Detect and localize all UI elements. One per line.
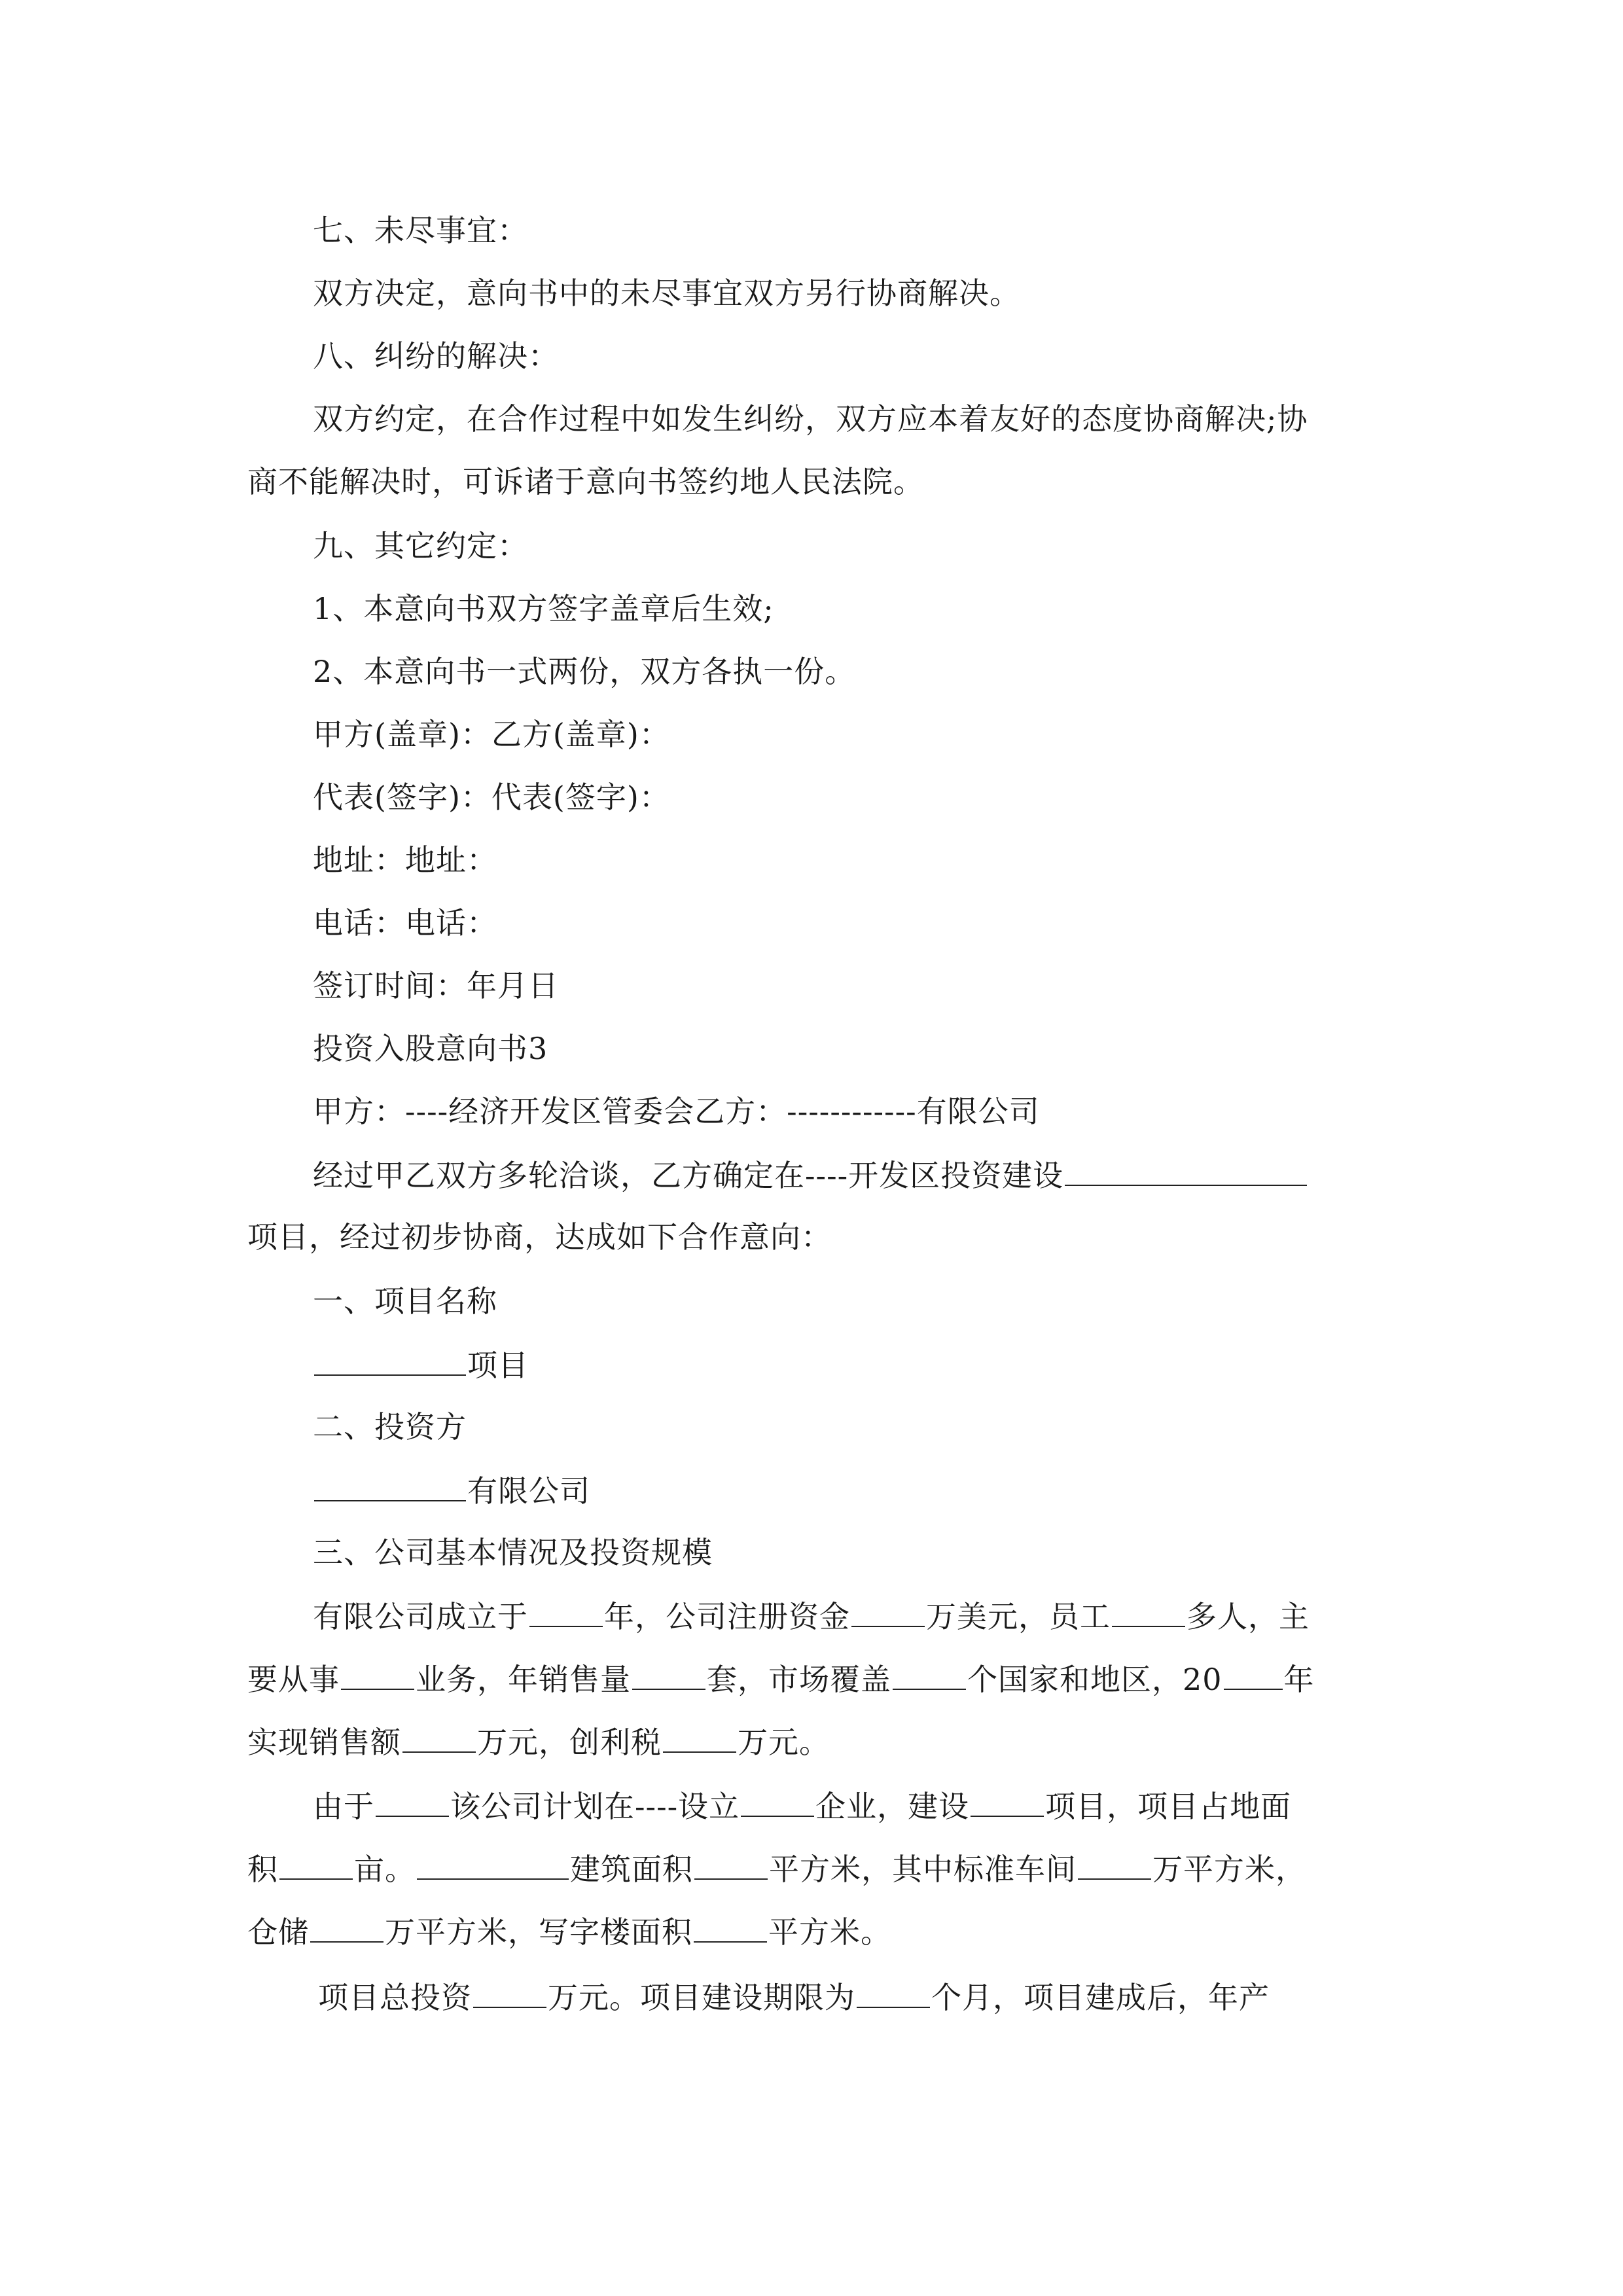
text: 平方米。 [768, 1914, 891, 1950]
paragraph: 双方决定，意向书中的未尽事宜双方另行协商解决。 [313, 276, 1020, 311]
fill-blank [1224, 1659, 1283, 1690]
text: 由于 [313, 1789, 374, 1824]
item-2-heading: 二、投资方 [313, 1409, 467, 1444]
list-item: 2、本意向书一式两份，双方各执一份。 [313, 654, 856, 689]
fill-blank [473, 1977, 546, 2008]
paragraph: 商不能解决时，可诉诸于意向书签约地人民法院。 [247, 464, 924, 499]
section-8-heading: 八、纠纷的解决： [313, 338, 559, 374]
text: 要从事 [247, 1662, 340, 1697]
fill-blank [857, 1977, 930, 2008]
fill-blank [341, 1659, 414, 1690]
text: 有限公司成立于 [313, 1599, 528, 1634]
section-9-heading: 九、其它约定： [313, 528, 528, 564]
paragraph [247, 1911, 1376, 1952]
fill-blank [310, 1911, 383, 1943]
text: 企业，建设 [815, 1789, 970, 1824]
fill-blank [417, 1848, 569, 1880]
paragraph [313, 1785, 1376, 1826]
fill-blank [694, 1848, 768, 1880]
text: 万美元，员工 [926, 1599, 1111, 1634]
text: 万平方米，写字楼面积 [385, 1914, 692, 1950]
fill-blank [376, 1785, 449, 1817]
fill-blank [1065, 1155, 1307, 1186]
paragraph: 双方约定，在合作过程中如发生纠纷，双方应本着友好的态度协商解决;协 [313, 401, 1308, 437]
list-item: 1、本意向书双方签字盖章后生效; [313, 591, 774, 626]
text: 项目 [467, 1348, 529, 1383]
fill-blank [971, 1785, 1044, 1817]
text: 平方米，其中标准车间 [769, 1852, 1077, 1887]
fill-blank [663, 1721, 736, 1753]
fill-blank [402, 1721, 476, 1753]
text: 该公司计划在----设立 [450, 1789, 740, 1824]
paragraph [318, 1977, 1376, 2017]
text: 建筑面积 [570, 1852, 693, 1887]
item-1-heading: 一、项目名称 [313, 1283, 497, 1319]
text: 业务，年销售量 [416, 1662, 631, 1697]
text: 套，市场覆盖 [707, 1662, 891, 1697]
paragraph [247, 1721, 1376, 1762]
text: 经过甲乙双方多轮洽谈，乙方确定在----开发区投资建设 [313, 1158, 1064, 1193]
signature-line: 代表(签字)：代表(签字)： [313, 780, 670, 815]
investor-line [313, 1470, 1376, 1511]
text: 万元，创利税 [477, 1725, 662, 1760]
text: 个月，项目建成后，年产 [931, 1980, 1270, 2015]
sign-date-line: 签订时间：年月日 [313, 968, 559, 1003]
text: 亩。 [354, 1852, 416, 1887]
paragraph [247, 1848, 1376, 1889]
text: 万元。项目建设期限为 [548, 1980, 855, 2015]
text: 万平方米， [1152, 1852, 1306, 1887]
fill-blank [893, 1659, 966, 1690]
text: 项目总投资 [318, 1980, 472, 2015]
fill-blank [632, 1659, 705, 1690]
paragraph [247, 1659, 1376, 1699]
signature-line: 甲方(盖章)：乙方(盖章)： [313, 717, 670, 752]
address-line: 地址：地址： [313, 842, 497, 878]
parties-line: 甲方：----经济开发区管委会乙方：------------有限公司 [313, 1094, 1040, 1129]
fill-blank [314, 1344, 466, 1376]
text: 年，公司注册资金 [604, 1599, 850, 1634]
section-7-heading: 七、未尽事宜： [313, 213, 528, 248]
text: 年 [1283, 1662, 1315, 1697]
text: 实现销售额 [247, 1725, 401, 1760]
text: 多人，主 [1186, 1599, 1310, 1634]
fill-blank [694, 1911, 767, 1943]
text: 有限公司 [467, 1473, 590, 1509]
fill-blank [1078, 1848, 1151, 1880]
text: 个国家和地区，20 [967, 1662, 1222, 1697]
paragraph: 项目，经过初步协商，达成如下合作意向： [247, 1219, 832, 1255]
paragraph [313, 1596, 1376, 1636]
fill-blank [741, 1785, 814, 1817]
text: 仓储 [247, 1914, 309, 1950]
fill-blank [279, 1848, 353, 1880]
text: 万元。 [738, 1725, 830, 1760]
text: 项目，项目占地面 [1045, 1789, 1292, 1824]
fill-blank [314, 1470, 466, 1501]
fill-blank [529, 1596, 603, 1627]
document-title: 投资入股意向书3 [313, 1031, 548, 1066]
fill-blank [1112, 1596, 1185, 1627]
phone-line: 电话：电话： [313, 905, 497, 941]
project-name-line [313, 1344, 1376, 1385]
item-3-heading: 三、公司基本情况及投资规模 [313, 1535, 713, 1570]
paragraph [313, 1155, 1376, 1195]
fill-blank [851, 1596, 925, 1627]
text: 积 [247, 1852, 278, 1887]
